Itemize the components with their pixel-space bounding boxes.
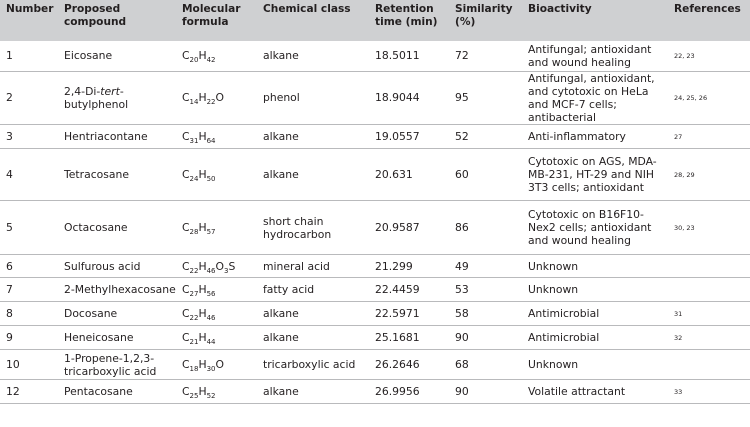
cell-formula xyxy=(176,380,257,404)
cell-retention-time: 26.9956 xyxy=(375,385,420,399)
table-row xyxy=(0,201,750,255)
cell-bioactivity: Antifungal; antioxidant and wound healing xyxy=(528,42,652,69)
cell-formula xyxy=(176,71,257,125)
formula-element: H xyxy=(198,283,207,297)
cell-class: phenol xyxy=(263,91,300,105)
cell-similarity: 90 xyxy=(455,385,469,399)
formula-subscript: 42 xyxy=(206,56,216,65)
header-retention-time: Retention time (min) xyxy=(375,3,438,28)
compound-name-part: 2-Methylhexacosane xyxy=(64,283,176,297)
cell-formula xyxy=(176,201,257,255)
cell-bioactivity: Cytotoxic on AGS, MDA-MB-231, HT-29 and NIH 3T3 cells; antioxidant xyxy=(528,155,657,195)
cell-class: alkane xyxy=(263,307,299,321)
cell-retention-time: 20.9587 xyxy=(375,221,420,235)
table-row xyxy=(0,149,750,201)
formula-element: H xyxy=(198,385,207,399)
cell-compound xyxy=(58,71,176,125)
table-row xyxy=(0,326,750,350)
table-row xyxy=(0,125,750,149)
cell-references xyxy=(668,255,750,278)
cell-bioactivity: Unknown xyxy=(528,259,579,273)
compound-name-part: Heneicosane xyxy=(64,331,134,345)
formula-element: C xyxy=(182,221,190,235)
compound-name-part: Hentriacontane xyxy=(64,130,148,144)
cell-number: 9 xyxy=(6,331,13,345)
formula-element: C xyxy=(182,168,190,182)
cell-similarity: 58 xyxy=(455,307,469,321)
formula-element: H xyxy=(198,221,207,235)
formula-element: H xyxy=(198,130,207,144)
cell-number: 7 xyxy=(6,283,13,297)
cell-retention-time: 19.0557 xyxy=(375,130,420,144)
formula-element: H xyxy=(198,259,207,273)
cell-class: alkane xyxy=(263,168,299,182)
formula-subscript: 50 xyxy=(206,175,216,184)
cell-number: 10 xyxy=(6,358,20,372)
cell-class: alkane xyxy=(263,49,299,63)
formula-subscript: 22 xyxy=(206,98,216,107)
formula-subscript: 14 xyxy=(189,98,199,107)
cell-compound xyxy=(58,350,176,380)
cell-retention-time: 25.1681 xyxy=(375,331,420,345)
cell-class: alkane xyxy=(263,331,299,345)
cell-compound xyxy=(58,149,176,201)
header-row xyxy=(0,0,750,41)
cell-references xyxy=(668,350,750,380)
formula-element: C xyxy=(182,358,190,372)
cell-number: 3 xyxy=(6,130,13,144)
cell-number: 4 xyxy=(6,168,13,182)
cell-bioactivity: Volatile attractant xyxy=(528,385,626,399)
cell-references: 24, 25, 26 xyxy=(674,93,708,102)
table-row xyxy=(0,350,750,380)
formula-element: H xyxy=(198,307,207,321)
formula-subscript: 57 xyxy=(206,228,216,237)
formula-subscript: 46 xyxy=(206,266,216,275)
table-row xyxy=(0,302,750,326)
cell-references: 22, 23 xyxy=(674,51,695,60)
compound-name-part: Docosane xyxy=(64,307,118,321)
formula-element: S xyxy=(228,259,236,273)
cell-retention-time: 18.9044 xyxy=(375,91,420,105)
cell-references: 28, 29 xyxy=(674,170,695,179)
cell-similarity: 52 xyxy=(455,130,469,144)
compound-name-part: -butylphenol xyxy=(64,84,129,111)
compound-name-part: Eicosane xyxy=(64,49,113,63)
formula-subscript: 18 xyxy=(189,365,199,374)
header-similarity: Similarity (%) xyxy=(455,3,513,28)
formula-subscript: 30 xyxy=(206,365,216,374)
header-bioactivity: Bioactivity xyxy=(528,3,592,15)
table-row xyxy=(0,71,750,125)
formula-element: O xyxy=(215,358,225,372)
formula-element: C xyxy=(182,259,190,273)
formula-element: O xyxy=(215,91,225,105)
cell-similarity: 95 xyxy=(455,91,469,105)
cell-similarity: 49 xyxy=(455,259,469,273)
compound-name-part: 1-Propene-1,2,3-tricarboxylic acid xyxy=(64,351,157,378)
formula-subscript: 24 xyxy=(189,175,199,184)
cell-formula xyxy=(176,149,257,201)
formula-subscript: 3 xyxy=(224,266,229,275)
cell-references: 30, 23 xyxy=(674,223,695,232)
cell-bioactivity: Unknown xyxy=(528,283,579,297)
cell-retention-time: 21.299 xyxy=(375,259,413,273)
cell-bioactivity: Antimicrobial xyxy=(528,331,600,345)
cell-compound xyxy=(58,125,176,149)
cell-class: alkane xyxy=(263,385,299,399)
formula-element: H xyxy=(198,49,207,63)
cell-bioactivity: Antimicrobial xyxy=(528,307,600,321)
compound-name-part: tert xyxy=(100,84,120,98)
cell-class: fatty acid xyxy=(263,283,315,297)
cell-formula xyxy=(176,41,257,71)
formula-subscript: 56 xyxy=(206,290,216,299)
cell-references: 33 xyxy=(674,387,683,396)
formula-element: C xyxy=(182,307,190,321)
cell-similarity: 86 xyxy=(455,221,469,235)
cell-number: 6 xyxy=(6,259,13,273)
cell-references: 32 xyxy=(674,333,683,342)
cell-similarity: 72 xyxy=(455,49,469,63)
cell-retention-time: 22.5971 xyxy=(375,307,420,321)
cell-retention-time: 26.2646 xyxy=(375,358,420,372)
header-formula: Molecular formula xyxy=(182,3,241,28)
formula-subscript: 46 xyxy=(206,314,216,323)
formula-subscript: 22 xyxy=(189,314,199,323)
formula-element: C xyxy=(182,130,190,144)
cell-formula xyxy=(176,350,257,380)
cell-similarity: 60 xyxy=(455,168,469,182)
formula-element: H xyxy=(198,358,207,372)
compound-name-part: Octacosane xyxy=(64,221,128,235)
table-row xyxy=(0,380,750,404)
cell-formula xyxy=(176,278,257,302)
cell-similarity: 90 xyxy=(455,331,469,345)
cell-compound xyxy=(58,326,176,350)
cell-retention-time: 18.5011 xyxy=(375,49,420,63)
compound-name-part: Pentacosane xyxy=(64,385,133,399)
cell-number: 5 xyxy=(6,221,13,235)
cell-compound xyxy=(58,41,176,71)
formula-subscript: 21 xyxy=(189,338,199,347)
cell-class: tricarboxylic acid xyxy=(263,358,356,372)
cell-class: short chain hydrocarbon xyxy=(263,214,332,241)
cell-bioactivity: Antifungal, antioxidant, and cytotoxic on HeLa and MCF-7 cells; antibacterial xyxy=(528,71,655,125)
formula-element: H xyxy=(198,331,207,345)
cell-number: 8 xyxy=(6,307,13,321)
cell-number: 1 xyxy=(6,49,13,63)
table-row xyxy=(0,41,750,71)
formula-subscript: 25 xyxy=(189,392,199,401)
cell-compound xyxy=(58,278,176,302)
cell-bioactivity: Unknown xyxy=(528,358,579,372)
formula-element: C xyxy=(182,91,190,105)
formula-subscript: 28 xyxy=(189,228,199,237)
cell-compound xyxy=(58,201,176,255)
table-row xyxy=(0,255,750,278)
cell-references: 27 xyxy=(674,132,683,141)
cell-formula xyxy=(176,326,257,350)
cell-bioactivity: Cytotoxic on B16F10-Nex2 cells; antioxidant and wound healing xyxy=(528,208,652,248)
cell-number: 12 xyxy=(6,385,20,399)
header-compound: Proposed compound xyxy=(64,3,127,28)
formula-element: C xyxy=(182,49,190,63)
cell-similarity: 53 xyxy=(455,283,469,297)
cell-formula xyxy=(176,125,257,149)
cell-compound xyxy=(58,302,176,326)
compound-name-part: 2,4-Di- xyxy=(64,84,101,98)
formula-element: H xyxy=(198,168,207,182)
compound-name-part: Sulfurous acid xyxy=(64,259,141,273)
header-number: Number xyxy=(6,3,54,15)
formula-subscript: 31 xyxy=(189,137,199,146)
header-class: Chemical class xyxy=(263,3,351,15)
cell-retention-time: 20.631 xyxy=(375,168,413,182)
formula-subscript: 27 xyxy=(189,290,199,299)
cell-class: mineral acid xyxy=(263,259,330,273)
formula-subscript: 52 xyxy=(206,392,216,401)
formula-element: C xyxy=(182,331,190,345)
formula-element: C xyxy=(182,283,190,297)
compound-name-part: Tetracosane xyxy=(64,168,129,182)
cell-class: alkane xyxy=(263,130,299,144)
cell-similarity: 68 xyxy=(455,358,469,372)
cell-compound xyxy=(58,380,176,404)
table-row xyxy=(0,278,750,302)
cell-number: 2 xyxy=(6,91,13,105)
cell-retention-time: 22.4459 xyxy=(375,283,420,297)
cell-compound xyxy=(58,255,176,278)
formula-element: C xyxy=(182,385,190,399)
formula-element: H xyxy=(198,91,207,105)
formula-subscript: 64 xyxy=(206,137,216,146)
table-body xyxy=(0,41,750,404)
formula-subscript: 20 xyxy=(189,56,199,65)
formula-subscript: 22 xyxy=(189,266,199,275)
cell-formula xyxy=(176,255,257,278)
formula-subscript: 44 xyxy=(206,338,216,347)
header-references: References xyxy=(674,3,741,15)
cell-references: 31 xyxy=(674,309,683,318)
formula-element: O xyxy=(215,259,225,273)
cell-bioactivity: Anti-inflammatory xyxy=(528,130,626,144)
cell-references xyxy=(668,278,750,302)
cell-formula xyxy=(176,302,257,326)
